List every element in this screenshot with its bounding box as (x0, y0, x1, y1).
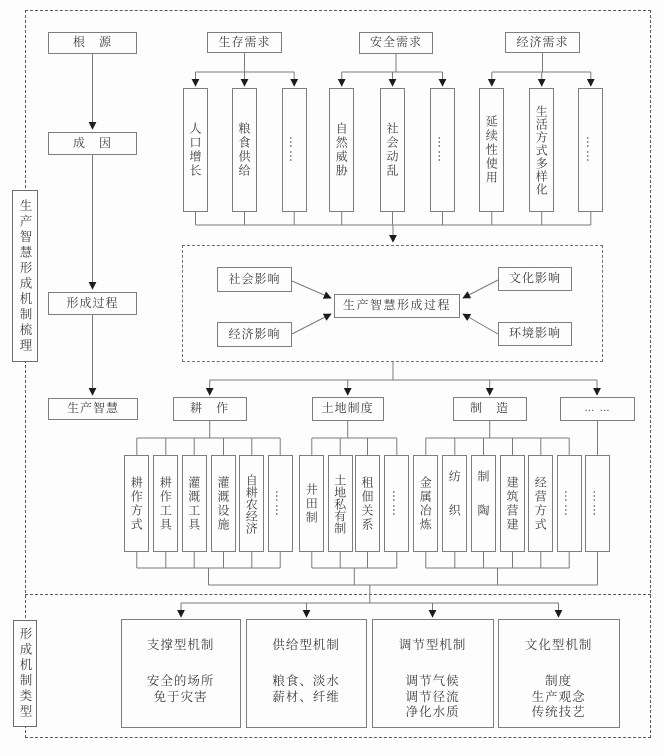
need-item-economic-more: …… (578, 88, 603, 212)
more-category-item: …… (585, 455, 610, 552)
farming-item-tools: 耕作工具 (153, 455, 178, 552)
need-item-food-supply: 粮食供给 (232, 88, 257, 212)
farming-item-irrigation-tools: 灌溉工具 (182, 455, 207, 552)
farming-item-smallholder-economy: 自耕农经济 (239, 455, 264, 552)
mechanism-line: 生产观念 (531, 688, 586, 704)
mechanism-line: 制度 (545, 673, 573, 688)
flow-box-root: 根 源 (48, 32, 137, 54)
farming-item-irrigation-facilities: 灌溉设施 (211, 455, 236, 552)
mechanism-title: 供给型机制 (272, 637, 340, 652)
mechanism-line: 净化水质 (405, 704, 460, 719)
mechanism-title: 文化型机制 (524, 637, 593, 652)
mechanism-box-regulation (372, 619, 494, 728)
mechanism-box-support (121, 619, 241, 728)
land-item-well-field: 井田制 (299, 455, 324, 552)
category-header-land-system: 土地制度 (312, 397, 384, 421)
manufacturing-item-construction: 建筑营建 (500, 455, 525, 552)
side-label-top-section: 生产智慧形成机制梳理 (12, 190, 38, 362)
manufacturing-item-pottery: 制陶 (471, 455, 496, 552)
influence-box-cultural: 文化影响 (498, 267, 572, 291)
mechanism-title: 支撑型机制 (146, 637, 215, 652)
need-header-safety: 安全需求 (359, 32, 433, 54)
formation-process-center-box: 生产智慧形成过程 (334, 294, 460, 318)
section-divider-dashed-line (25, 594, 651, 595)
mechanism-line: 调节气候 (405, 673, 460, 688)
side-label-bottom-section: 形成机制类型 (13, 620, 37, 727)
need-item-social-unrest: 社会动乱 (380, 88, 405, 212)
category-header-farming: 耕 作 (173, 397, 247, 421)
need-item-population-growth: 人口增长 (183, 88, 208, 212)
mechanism-line: 薪材、纤维 (272, 688, 340, 704)
mechanism-box-cultural (498, 619, 620, 728)
land-item-more: …… (384, 455, 409, 552)
mechanism-line: 安全的场所 (146, 673, 215, 688)
mechanism-line: 传统技艺 (531, 704, 586, 719)
manufacturing-item-metallurgy: 金属冶炼 (413, 455, 438, 552)
mechanism-box-supply (246, 619, 367, 728)
farming-item-methods: 耕作方式 (124, 455, 149, 552)
need-item-safety-more: …… (430, 88, 455, 212)
need-header-survival: 生存需求 (207, 32, 282, 53)
need-item-continuous-use: 延续性使用 (479, 88, 504, 212)
flow-box-process: 形成过程 (48, 292, 137, 315)
mechanism-title: 调节型机制 (398, 637, 467, 652)
need-item-lifestyle-diversity: 生活方式多样化 (529, 88, 554, 212)
flow-box-cause: 成 因 (48, 132, 137, 155)
mechanism-line: 调节径流 (405, 688, 460, 704)
manufacturing-item-textile: 纺织 (442, 455, 467, 552)
manufacturing-item-management: 经营方式 (528, 455, 553, 552)
need-item-natural-threats: 自然威胁 (329, 88, 354, 212)
category-header-manufacturing: 制 造 (453, 397, 527, 421)
need-header-economic: 经济需求 (505, 32, 580, 53)
manufacturing-item-more: …… (557, 455, 582, 552)
land-item-tenancy: 租佃关系 (355, 455, 380, 552)
influence-box-environmental: 环境影响 (498, 322, 572, 346)
flow-box-wisdom: 生产智慧 (48, 398, 138, 420)
influence-box-economic: 经济影响 (217, 322, 292, 347)
influence-box-social: 社会影响 (217, 267, 292, 292)
mechanism-line: 免于灾害 (153, 688, 208, 704)
category-header-more: … … (560, 397, 635, 421)
land-item-private-ownership: 土地私有制 (328, 455, 353, 552)
need-item-survival-more: …… (282, 88, 307, 212)
mechanism-line: 粮食、淡水 (272, 673, 340, 688)
farming-item-more: …… (268, 455, 293, 552)
